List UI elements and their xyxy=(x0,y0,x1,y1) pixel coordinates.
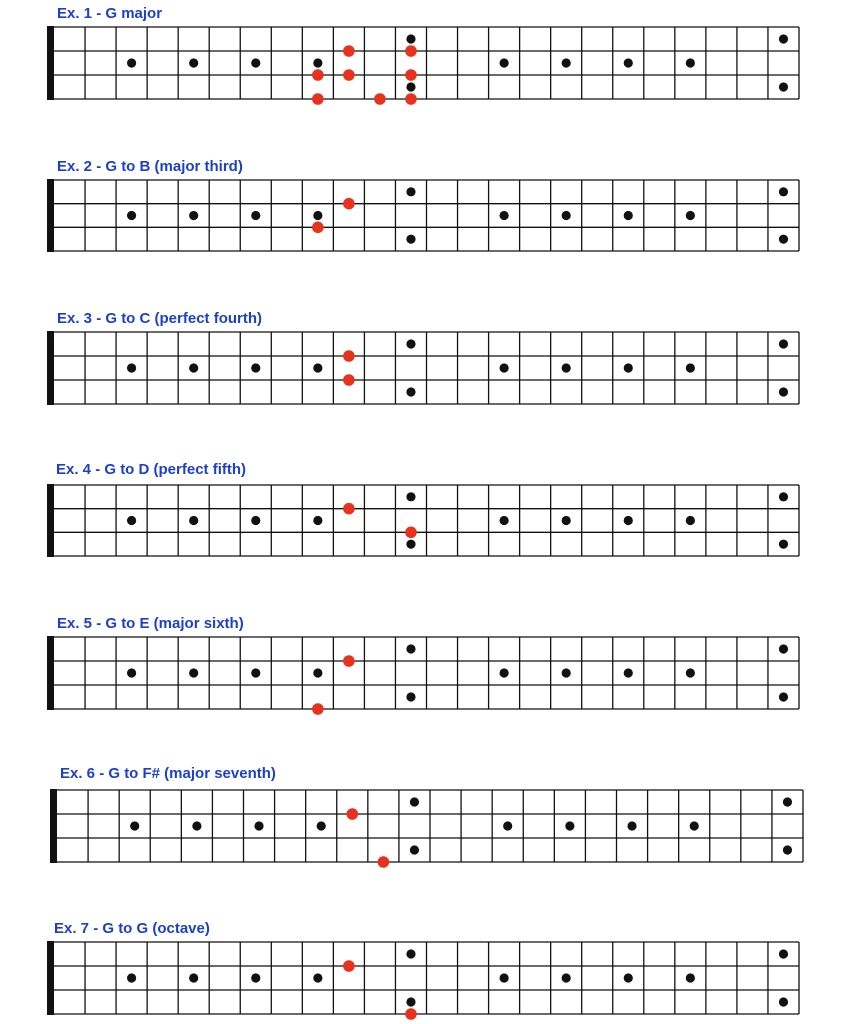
ex7-inlay-fret-15 xyxy=(500,973,509,982)
ex7-inlay-fret-24-top xyxy=(779,949,788,958)
ex3-inlay-fret-9 xyxy=(313,363,322,372)
ex7-inlay-fret-17 xyxy=(562,973,571,982)
ex5-inlay-fret-17 xyxy=(562,668,571,677)
ex6-inlay-fret-17 xyxy=(565,821,574,830)
ex5-inlay-fret-19 xyxy=(624,668,633,677)
ex3-inlay-fret-17 xyxy=(562,363,571,372)
ex5-inlay-fret-12-bottom xyxy=(406,692,415,701)
ex1-inlay-fret-17 xyxy=(562,58,571,67)
ex6-inlay-fret-21 xyxy=(690,821,699,830)
ex7-inlay-fret-21 xyxy=(686,973,695,982)
ex5-inlay-fret-24-bottom xyxy=(779,692,788,701)
ex3-inlay-fret-7 xyxy=(251,363,260,372)
ex2-inlay-fret-24-bottom xyxy=(779,235,788,244)
ex4-inlay-fret-12-top xyxy=(406,492,415,501)
ex3-inlay-fret-3 xyxy=(127,363,136,372)
example-1-title: Ex. 1 - G major xyxy=(57,5,163,22)
ex1-note-4 xyxy=(343,69,355,81)
ex5-nut xyxy=(47,636,54,710)
ex4-note-2 xyxy=(405,527,417,539)
ex1-inlay-fret-19 xyxy=(624,58,633,67)
ex6-inlay-fret-9 xyxy=(317,821,326,830)
ex2-inlay-fret-12-top xyxy=(406,187,415,196)
ex6-inlay-fret-12-bottom xyxy=(410,845,419,854)
ex6-inlay-fret-24-bottom xyxy=(783,845,792,854)
ex6-inlay-fret-7 xyxy=(254,821,263,830)
ex2-inlay-fret-24-top xyxy=(779,187,788,196)
ex6-inlay-fret-5 xyxy=(192,821,201,830)
ex4-inlay-fret-24-bottom xyxy=(779,540,788,549)
ex6-inlay-fret-15 xyxy=(503,821,512,830)
ex1-note-8 xyxy=(405,93,417,105)
ex1-inlay-fret-9 xyxy=(313,58,322,67)
ex7-inlay-fret-3 xyxy=(127,973,136,982)
ex1-note-1 xyxy=(343,45,355,57)
ex1-inlay-fret-12-top xyxy=(406,34,415,43)
ex5-inlay-fret-15 xyxy=(500,668,509,677)
example-5-title: Ex. 5 - G to E (major sixth) xyxy=(57,615,244,632)
ex3-inlay-fret-5 xyxy=(189,363,198,372)
ex1-note-7 xyxy=(374,93,386,105)
ex3-inlay-fret-24-bottom xyxy=(779,387,788,396)
ex3-note-1 xyxy=(343,350,355,362)
ex1-nut xyxy=(47,26,54,100)
example-6-title: Ex. 6 - G to F# (major seventh) xyxy=(60,765,276,782)
ex2-inlay-fret-17 xyxy=(562,211,571,220)
ex2-inlay-fret-9 xyxy=(313,211,322,220)
ex1-inlay-fret-3 xyxy=(127,58,136,67)
ex5-inlay-fret-3 xyxy=(127,668,136,677)
ex5-note-2 xyxy=(312,703,324,715)
ex7-inlay-fret-24-bottom xyxy=(779,997,788,1006)
ex7-note-2 xyxy=(405,1008,417,1020)
ex4-inlay-fret-21 xyxy=(686,516,695,525)
ex2-note-1 xyxy=(343,198,355,210)
ex5-inlay-fret-12-top xyxy=(406,644,415,653)
ex2-inlay-fret-12-bottom xyxy=(406,235,415,244)
ex3-inlay-fret-24-top xyxy=(779,339,788,348)
ex5-inlay-fret-21 xyxy=(686,668,695,677)
ex4-inlay-fret-17 xyxy=(562,516,571,525)
ex7-inlay-fret-7 xyxy=(251,973,260,982)
ex3-inlay-fret-15 xyxy=(500,363,509,372)
example-2-title: Ex. 2 - G to B (major third) xyxy=(57,158,243,175)
ex2-inlay-fret-21 xyxy=(686,211,695,220)
ex2-nut xyxy=(47,179,54,252)
ex7-inlay-fret-19 xyxy=(624,973,633,982)
ex4-inlay-fret-5 xyxy=(189,516,198,525)
ex4-inlay-fret-3 xyxy=(127,516,136,525)
ex1-inlay-fret-21 xyxy=(686,58,695,67)
ex1-inlay-fret-12-bottom xyxy=(406,82,415,91)
ex6-note-2 xyxy=(378,856,390,868)
ex7-inlay-fret-9 xyxy=(313,973,322,982)
ex2-note-2 xyxy=(312,222,324,234)
ex4-inlay-fret-7 xyxy=(251,516,260,525)
ex3-inlay-fret-19 xyxy=(624,363,633,372)
ex2-inlay-fret-7 xyxy=(251,211,260,220)
ex5-inlay-fret-5 xyxy=(189,668,198,677)
ex5-inlay-fret-24-top xyxy=(779,644,788,653)
ex2-inlay-fret-3 xyxy=(127,211,136,220)
ex7-note-1 xyxy=(343,960,355,972)
ex6-nut xyxy=(50,789,57,863)
ex6-inlay-fret-12-top xyxy=(410,797,419,806)
ex2-inlay-fret-15 xyxy=(500,211,509,220)
ex7-inlay-fret-5 xyxy=(189,973,198,982)
ex7-inlay-fret-12-bottom xyxy=(406,997,415,1006)
ex7-nut xyxy=(47,941,54,1015)
ex3-inlay-fret-21 xyxy=(686,363,695,372)
ex3-note-2 xyxy=(343,374,355,386)
example-3-title: Ex. 3 - G to C (perfect fourth) xyxy=(57,310,263,327)
ex1-inlay-fret-5 xyxy=(189,58,198,67)
ex4-note-1 xyxy=(343,503,355,515)
ex4-inlay-fret-12-bottom xyxy=(406,540,415,549)
ex4-inlay-fret-19 xyxy=(624,516,633,525)
ex7-inlay-fret-12-top xyxy=(406,949,415,958)
ex5-inlay-fret-7 xyxy=(251,668,260,677)
ex5-note-1 xyxy=(343,655,355,667)
ex6-inlay-fret-24-top xyxy=(783,797,792,806)
example-4-title: Ex. 4 - G to D (perfect fifth) xyxy=(56,461,247,478)
ex4-inlay-fret-15 xyxy=(500,516,509,525)
ex2-inlay-fret-5 xyxy=(189,211,198,220)
ex1-note-6 xyxy=(312,93,324,105)
ex4-nut xyxy=(47,484,54,557)
ex1-inlay-fret-24-bottom xyxy=(779,82,788,91)
ex6-inlay-fret-3 xyxy=(130,821,139,830)
ex6-inlay-fret-19 xyxy=(627,821,636,830)
ex1-note-5 xyxy=(405,69,417,81)
ex4-inlay-fret-24-top xyxy=(779,492,788,501)
ex3-nut xyxy=(47,331,54,405)
ex6-note-1 xyxy=(346,808,358,820)
ex1-inlay-fret-15 xyxy=(500,58,509,67)
ex1-note-3 xyxy=(312,69,324,81)
example-7-title: Ex. 7 - G to G (octave) xyxy=(54,920,210,937)
ex4-inlay-fret-9 xyxy=(313,516,322,525)
ex1-note-2 xyxy=(405,45,417,57)
ex1-inlay-fret-24-top xyxy=(779,34,788,43)
ex2-inlay-fret-19 xyxy=(624,211,633,220)
ex3-inlay-fret-12-top xyxy=(406,339,415,348)
ex1-inlay-fret-7 xyxy=(251,58,260,67)
ex3-inlay-fret-12-bottom xyxy=(406,387,415,396)
ex5-inlay-fret-9 xyxy=(313,668,322,677)
